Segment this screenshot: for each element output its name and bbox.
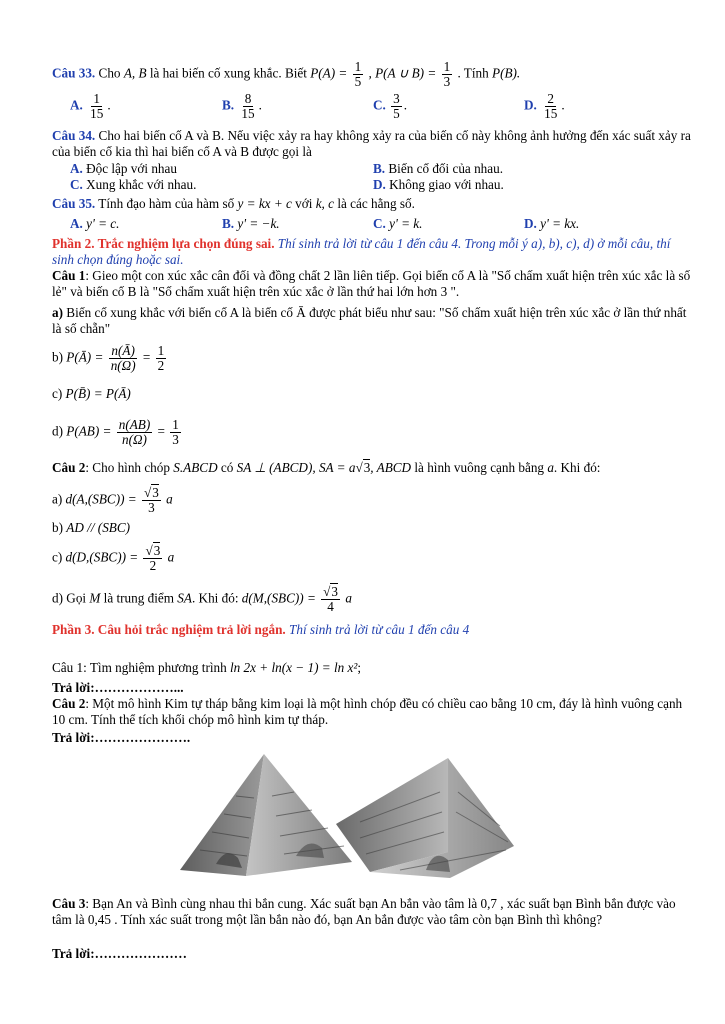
q35-options <box>70 216 690 232</box>
option-c[interactable]: C. $\frac{3}{5}$ . <box>373 91 408 121</box>
question-text: là hình vuông cạnh bằng <box>414 460 545 475</box>
item-text: là trung điểm <box>103 590 174 606</box>
section-instruction: Thí sinh trả lời từ câu 1 đến câu 4. Trong mỗi ý a), b), c), d) ở mỗi câu, thí sinh chọn đúng hoặc sai. <box>52 236 671 267</box>
fraction: $\frac{1}{5}$ <box>354 59 362 89</box>
question-33 <box>52 60 692 89</box>
question-text: có <box>220 460 234 475</box>
answer-line[interactable]: Trả lời:…………………. <box>52 730 191 745</box>
equals: = <box>142 349 151 365</box>
item-label: a) <box>52 491 63 507</box>
p2-question-2: Câu 2: Cho hình chóp S.ABCD có SA ⊥ (ABCD), SA = a√3, ABCD là hình vuông cạnh bằng a. Khi đó: <box>52 460 601 475</box>
question-label: Câu 3 <box>52 896 86 911</box>
math-expr: , P(A ∪ B) = <box>368 65 437 81</box>
math-expr: AD // (SBC) <box>66 520 131 535</box>
fraction: $\frac{1}{2}$ <box>157 343 165 373</box>
question-text: . Tính <box>457 65 489 81</box>
fraction: $\frac{√3}{4}$ <box>323 584 339 614</box>
question-label: Câu 1 <box>52 268 86 283</box>
question-34 <box>52 128 692 160</box>
math-expr: ln 2x + ln(x − 1) = ln x² <box>229 660 358 675</box>
item-label: c) <box>52 549 63 565</box>
p2-question-1 <box>52 268 692 300</box>
option-d[interactable]: D. $\frac{2}{15}$ . <box>524 91 565 121</box>
item-label: d) <box>52 590 63 606</box>
math-vars: k, c <box>315 196 335 211</box>
option-b[interactable]: B. Biến cố đối của nhau. <box>373 161 504 176</box>
question-text: : Một mô hình Kim tự tháp bằng kim loại là một hình chóp đều có chiều cao bằng 10 cm, đáy là hình vuông cạnh 10 cm. Tính thể tích khối chóp mô hình kim tự tháp. <box>52 696 683 727</box>
math-expr: d(M,(SBC)) = <box>241 590 316 606</box>
item-text: . Khi đó: <box>191 590 239 606</box>
p2q2-item-c <box>52 544 692 573</box>
question-text: Cho <box>98 65 121 81</box>
math-expr: , ABCD <box>370 460 412 475</box>
option-d[interactable]: D. Không giao với nhau. <box>373 177 504 192</box>
fraction: $\frac{1}{3}$ <box>172 417 179 447</box>
math-expr: S.ABCD <box>173 460 218 475</box>
section-title: Phần 3. Câu hỏi trắc nghiệm trả lời ngắn. <box>52 622 286 637</box>
option-a[interactable]: A. Độc lập với nhau <box>70 161 177 176</box>
math-var: a <box>167 549 175 565</box>
math-expr: P(AB) = <box>66 423 112 439</box>
part-3-header <box>52 622 692 638</box>
p2q1-item-b <box>52 344 692 373</box>
question-label: Câu 2 <box>52 696 86 711</box>
option-b[interactable]: B. $\frac{8}{15}$ . <box>222 91 262 121</box>
q33-options <box>70 92 690 126</box>
math-expr: d(D,(SBC)) = <box>65 549 139 565</box>
math-expr: y = kx + c <box>237 196 292 211</box>
sqrt-value: 3 <box>363 460 371 475</box>
p2q1-item-a <box>52 305 692 337</box>
fraction: $\frac{n(AB)}{n(\Omega)}$ <box>118 417 151 447</box>
question-text: Cho hai biến cố A và B. Nếu việc xảy ra hay không xảy ra của biến cố này không ảnh hưởng đến xác suất xảy ra của biến cố kia thì hai biến cố A và B được gọi là <box>52 128 691 159</box>
option-a[interactable]: A. y' = c. <box>70 216 120 231</box>
option-b[interactable]: B. y' = −k. <box>222 216 280 231</box>
math-var: SA <box>177 590 192 606</box>
option-a[interactable]: A. $\frac{1}{15}$ . <box>70 91 111 121</box>
fraction: $\frac{√3}{2}$ <box>145 543 161 573</box>
section-instruction: Thí sinh trả lời từ câu 1 đến câu 4 <box>289 622 470 637</box>
question-text: là hai biến cố xung khắc. Biết <box>149 65 307 81</box>
math-vars: A, B <box>123 65 147 81</box>
question-text: : Bạn An và Bình cùng nhau thi bắn cung. Xác suất bạn An bắn vào tâm là 0,7 , xác suất bạn Bình bắn được vào tâm là 0,45 . Tính xác suất trong một lần bắn nào đó, bạn An bắn được vào tâm còn bạn Bình thì không? <box>52 896 676 927</box>
fraction: $\frac{1}{3}$ <box>443 59 451 89</box>
math-var: a <box>547 460 554 475</box>
question-text: Tính đạo hàm của hàm số <box>98 196 235 211</box>
fraction: $\frac{n(Ā)}{n(\Omega)}$ <box>110 343 136 373</box>
question-text: ; <box>357 660 361 675</box>
question-text: là các hằng số. <box>337 196 415 211</box>
p3-question-2 <box>52 696 692 728</box>
math-expr: P(Ā) = <box>66 349 104 365</box>
section-title: Phần 2. Trắc nghiệm lựa chọn đúng sai. <box>52 236 275 251</box>
fraction: $\frac{√3}{3}$ <box>144 485 159 515</box>
math-expr: SA ⊥ (ABCD), SA = a <box>236 460 356 475</box>
question-text: Câu 1: Tìm nghiệm phương trình <box>52 660 227 675</box>
question-text: : Cho hình chóp <box>85 460 170 475</box>
item-label: d) <box>52 423 63 439</box>
metal-pyramid-image-right <box>330 752 520 880</box>
q34-options <box>70 161 690 193</box>
option-c[interactable]: C. y' = k. <box>373 216 423 231</box>
question-text: : Gieo một con xúc xắc cân đối và đồng chất 2 lần liên tiếp. Gọi biến cố A là "Số chấm xuất hiện trên xúc xắc là số lẻ" và biến cố B là "Số chấm xuất hiện trên xúc xắc ở lần thứ hai lớn hơn 3 ". <box>52 268 691 299</box>
metal-pyramid-image-left <box>176 752 356 877</box>
question-35 <box>52 196 692 212</box>
p2q1-item-d <box>52 418 692 447</box>
part-2-header <box>52 236 692 268</box>
item-label: b) <box>52 349 63 365</box>
item-label: b) <box>52 520 63 535</box>
item-label: c) <box>52 386 63 401</box>
p2q2-item-a <box>52 486 692 515</box>
question-label: Câu 34. <box>52 128 96 143</box>
answer-line[interactable]: Trả lời:………………... <box>52 680 184 695</box>
math-expr: P(B̄) = P(Ā) <box>65 386 131 401</box>
question-label: Câu 33. <box>52 65 96 81</box>
item-text: Gọi <box>66 590 87 606</box>
math-var: M <box>89 590 101 606</box>
math-var: a <box>345 590 352 606</box>
question-label: Câu 2 <box>52 460 86 475</box>
math-expr: P(B). <box>492 65 521 81</box>
question-text: . Khi đó: <box>553 460 601 475</box>
p3-question-3 <box>52 896 692 928</box>
p2q2-item-d <box>52 585 692 614</box>
item-label: a) <box>52 305 63 320</box>
math-expr: d(A,(SBC)) = <box>65 491 137 507</box>
equals: = <box>157 423 165 439</box>
math-var: a <box>166 491 173 507</box>
question-label: Câu 35. <box>52 196 96 211</box>
p3-question-1 <box>52 660 692 676</box>
question-text: với <box>295 196 313 211</box>
option-d[interactable]: D. y' = kx. <box>524 216 580 231</box>
p2q2-item-b <box>52 520 692 536</box>
item-text: Biến cố xung khắc với biến cố A là biến cố Ā được phát biểu như sau: "Số chấm xuất hiện trên xúc xắc ở lần thứ nhất là số chẵn" <box>52 305 687 336</box>
option-c[interactable]: C. Xung khắc với nhau. <box>70 177 197 192</box>
p2q1-item-c <box>52 386 692 402</box>
math-expr: P(A) = <box>310 65 348 81</box>
answer-line[interactable]: Trả lời:………………… <box>52 946 187 961</box>
